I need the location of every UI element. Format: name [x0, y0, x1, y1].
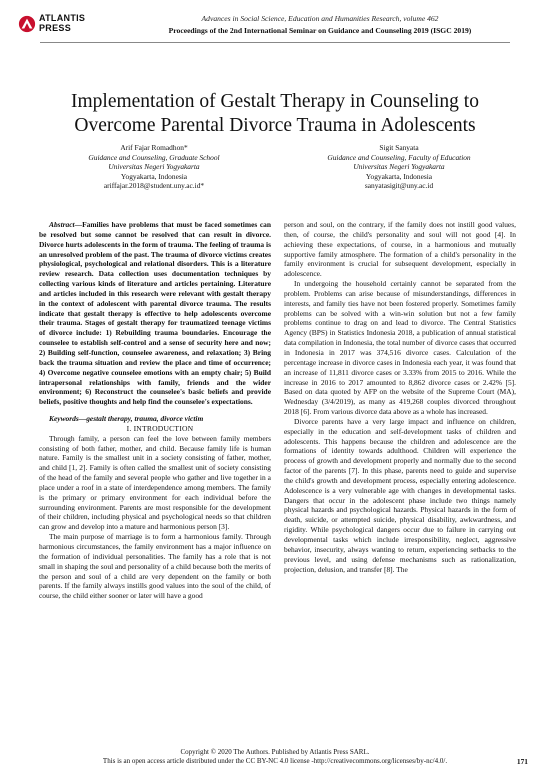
author-university: Universitas Negeri Yogyakarta	[108, 162, 200, 172]
keywords: Keywords—gestalt therapy, trauma, divorce victim	[49, 414, 204, 424]
author-email: ariffajar.2018@student.uny.ac.id*	[103, 181, 205, 191]
paragraph: The main purpose of marriage is to form a harmonious family. Through harmonious circumstances, the family environment has a major influence on the formation of individual personalities. The family has a role that is not small in shaping the soul and personality of a child because both the merits of the person and soul of a child are very dependent on the family or both parents. If the family always instills good values into the soul of the child, of course, the child either sooner or later will have a good	[39, 532, 271, 601]
author-affiliation: Guidance and Counseling, Graduate School	[88, 152, 220, 162]
license-notice: This is an open access article distributed under the CC BY-NC 4.0 license -http://creativecommons.org/licenses/by-nc/4.0/.	[102, 757, 448, 765]
paragraph: person and soul, on the contrary, if the family does not instill good values, then, of course, the child's personality and soul will not good [4]. In achieving these expectations, of course, in a harmonious and mutually supportive family atmosphere. The formation of a child's personality in the family environment is crucial for subsequent development, especially in adolescence.	[284, 220, 516, 279]
abstract-label: Abstract	[49, 220, 75, 229]
proceedings-line: Proceedings of the 2nd International Seminar on Guidance and Counseling 2019 (ISGC 2019)	[168, 26, 472, 35]
author-2	[299, 143, 499, 191]
left-column	[39, 220, 271, 601]
logo-text-atlantis: ATLANTIS	[39, 13, 86, 23]
author-email: sanyatasigit@uny.ac.id	[364, 181, 434, 191]
paragraph: Divorce parents have a very large impact and influence on children, especially in the education and self-development tasks of children and adolescents. This happens because the children and adolescence are the formations of identity towards adulthood. Children will experience the process of growth and development properly and normally due to the second factor of the parents [7]. In this phase, parents need to guide and supervise the child's growth and development process, especially entering adolescence. Adolescence is a very vulnerable age with changes in developmental tasks. Dangers that occur in the adolescent phase include two things namely physical hazards and psychological hazards. Physical hazards in the form of death, suicide, or attempted suicide, physical disability, awkwardness, and rigidity. While psychological dangers occur due to failure in carrying out developmental tasks which include irresponsibility, neglect, aggressive behavior, insecurity, always wanting to return, experiencing setbacks to the previous level, and using defense mechanisms such as rationalization, projection, delusion, and transfer [8]. The	[284, 416, 516, 574]
page-number: 171	[516, 757, 528, 766]
atlantis-emblem-icon	[18, 15, 36, 33]
author-name: Arif Fajar Romadhon*	[120, 143, 188, 152]
section-heading-introduction: I. INTRODUCTION	[126, 423, 194, 433]
author-university: Universitas Negeri Yogyakarta	[353, 162, 445, 172]
logo-text-press: PRESS	[39, 22, 72, 33]
author-affiliation: Guidance and Counseling, Faculty of Education	[327, 152, 471, 162]
author-location: Yogyakarta, Indonesia	[365, 171, 433, 181]
author-1	[54, 143, 254, 191]
logo-wordmark	[39, 14, 85, 33]
abstract-dash: —	[74, 220, 83, 229]
paper-title: Implementation of Gestalt Therapy in Counseling to Overcome Parental Divorce Trauma in Adolescents	[71, 91, 479, 136]
publisher-logo	[18, 13, 84, 39]
author-location: Yogyakarta, Indonesia	[120, 171, 188, 181]
abstract-text: Families have problems that must be faced sometimes can be resolved but some cannot be resolved that can result in divorce. Divorce hurts adolescents in the form of trauma. The feeling of trauma is an unresolved problem of the past. The trauma of divorce victims creates physiological, psychological and relational disorders. This is a literature review research. Data collection uses documentation techniques by collecting various kinds of literature and articles pertaining. Literature and articles included in this research were relevant with gestalt therapy in the context of adolescent with parental divorce trauma. The results indicate that gestalt therapy is effective to help adolescents overcome their trauma. Stages of gestalt therapy for traumatized teenage victims of divorce include: 1) Rebuilding trauma boundaries. Encourage the counselee to establish self-control and a sense of security here and now; 2) Building self-function, counselee awareness, and relaxation; 3) Bring back the trauma situation and review the place and time of occurrence; 4) Overcome negative counselee emotions with an empty chair; 5) Build intrapersonal relationships with family, friends and the wider environment; 6) Reconstruct the counselee's basic beliefs and provide beliefs, positive thoughts and help find the counselee's expectations.	[39, 220, 271, 407]
abstract	[39, 220, 271, 407]
paragraph: Through family, a person can feel the love between family members consisting of both father, mother, and child. Because family life is human nature. Family is the smallest unit in a society consisting of father, mother, and child [1, 2]. Family is often called the smallest unit of society consisting of the head of the family and several people who gather and live together in a place under a roof in a state of interdependence among members. The family is the primary or primary environment for each individual before the surrounding environment. Parents are most responsible for the development of their children, including physical and psychological needs so that children can grow and develop into a mature and harmonious person [3].	[39, 433, 271, 532]
paragraph: In undergoing the household certainly cannot be separated from the problem. Problems can arise because of misunderstandings, differences in interests, and family ties have not been fostered properly. Sometimes family problems can be solved with a win-win solution but not a few family problems continue to drag on and lead to divorce. The Central Statistics Agency (BPS) in Statistics Indonesia 2018, a publication of annual statistical data compilation in Indonesia, the total number of divorce cases that occurred in Indonesia in 2017 was 374,516 divorce cases. Calculation of the percentage increase in divorce cases in Indonesia each year, it was found that an increase of 11,811 divorce cases or 3.33% from 2015 to 2016. While the increase in 2016 to 2017 amounted to 8,862 divorce cases or 2.42% [5]. Based on data quoted by AFP on the website of the Supreme Court (MA), Wednesday (3/4/2019), as many as 419,268 couples divorced throughout 2018 [6]. From various divorce data above as a whole has increased.	[284, 279, 516, 417]
author-name: Sigit Sanyata	[379, 143, 419, 152]
copyright-notice: Copyright © 2020 The Authors. Published by Atlantis Press SARL.	[180, 748, 370, 756]
series-line: Advances in Social Science, Education and Humanities Research, volume 462	[201, 14, 439, 23]
header-rule	[40, 42, 510, 43]
page-footer	[40, 748, 510, 766]
right-column	[284, 220, 516, 574]
